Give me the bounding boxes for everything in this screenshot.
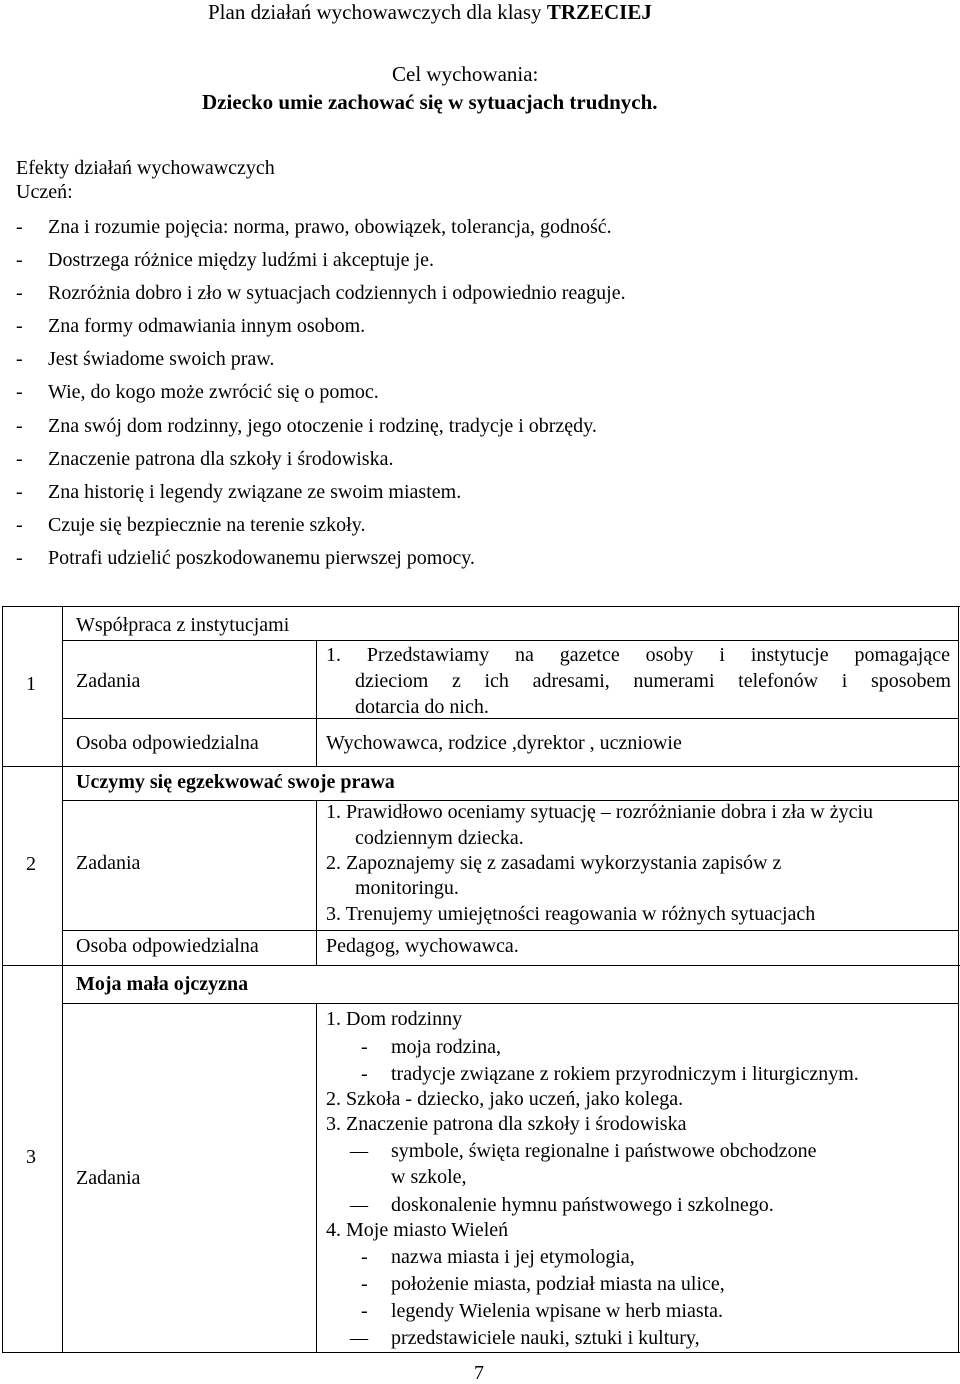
bullet-dash: – <box>350 1140 368 1162</box>
cel-label: Cel wychowania: <box>392 62 539 86</box>
row-topic: Współpraca z instytucjami <box>76 614 290 636</box>
dash: - <box>16 348 23 370</box>
row-topic: Uczymy się egzekwować swoje prawa <box>76 771 395 793</box>
list-item <box>16 316 365 336</box>
dash: - <box>16 381 23 403</box>
row-topic: Moja mała ojczyzna <box>76 973 249 995</box>
table-border-left <box>2 606 3 1353</box>
zadania-label: Zadania <box>76 852 141 874</box>
list-item-text: Potrafi udzielić poszkodowanemu pierwszej pomocy. <box>48 547 475 569</box>
table-column-divider <box>316 1003 317 1353</box>
list-item-text: Jest świadome swoich praw. <box>48 348 275 370</box>
list-item <box>16 349 274 369</box>
cel-text: Dziecko umie zachować się w sytuacjach trudnych. <box>202 90 658 114</box>
zadania-line: położenie miasta, podział miasta na ulice, <box>391 1273 725 1295</box>
zadania-line: monitoringu. <box>355 877 459 899</box>
list-item-text: Zna formy odmawiania innym osobom. <box>48 315 366 337</box>
table-row-divider <box>62 930 958 931</box>
list-item-text: Zna historię i legendy związane ze swoim miastem. <box>48 481 462 503</box>
zadania-line: 1. Dom rodzinny <box>326 1008 463 1030</box>
dash: - <box>16 216 23 238</box>
zadania-line: symbole, święta regionalne i państwowe obchodzone <box>391 1140 817 1162</box>
zadania-label: Zadania <box>76 1167 141 1189</box>
row-number: 3 <box>26 1146 36 1168</box>
zadania-line: nazwa miasta i jej etymologia, <box>391 1246 635 1268</box>
table-column-divider <box>316 640 317 766</box>
title-text: Plan działań wychowawczych dla klasy <box>208 0 547 24</box>
zadania-line: w szkole, <box>391 1166 467 1188</box>
dash: - <box>16 249 23 271</box>
table-row-divider <box>62 1003 958 1004</box>
osoba-label: Osoba odpowiedzialna <box>76 935 259 957</box>
list-item <box>16 449 393 469</box>
list-item <box>16 250 434 270</box>
dash: - <box>16 448 23 470</box>
list-item <box>16 217 612 237</box>
zadania-label: Zadania <box>76 670 141 692</box>
dash: - <box>16 514 23 536</box>
bullet-dash: – <box>350 1194 368 1216</box>
table-row-divider <box>62 640 958 641</box>
title-class-name: TRZECIEJ <box>546 0 652 24</box>
dash: - <box>16 415 23 437</box>
list-item <box>16 482 461 502</box>
list-item-text: Znaczenie patrona dla szkoły i środowiska. <box>48 448 394 470</box>
bullet-dash: - <box>361 1036 368 1058</box>
list-item-text: Dostrzega różnice między ludźmi i akceptuje je. <box>48 249 434 271</box>
zadania-line: 2. Szkoła - dziecko, jako uczeń, jako kolega. <box>326 1088 684 1110</box>
zadania-line: 3. Trenujemy umiejętności reagowania w różnych sytuacjach <box>326 903 816 925</box>
zadania-line: tradycje związane z rokiem przyrodniczym i liturgicznym. <box>391 1063 859 1085</box>
list-item <box>16 548 475 568</box>
table-row-divider <box>2 965 960 966</box>
efekty-heading: Efekty działań wychowawczych <box>16 157 275 179</box>
dash: - <box>16 315 23 337</box>
bullet-dash: - <box>361 1273 368 1295</box>
list-item-text: Czuje się bezpiecznie na terenie szkoły. <box>48 514 366 536</box>
list-item <box>16 283 626 303</box>
zadania-line: 2. Zapoznajemy się z zasadami wykorzystania zapisów z <box>326 852 782 874</box>
list-item-text: Wie, do kogo może zwrócić się o pomoc. <box>48 381 379 403</box>
list-item-text: Zna swój dom rodzinny, jego otoczenie i rodzinę, tradycje i obrzędy. <box>48 415 597 437</box>
bullet-dash: - <box>361 1063 368 1085</box>
zadania-line: doskonalenie hymnu państwowego i szkolnego. <box>391 1194 774 1216</box>
table-border-bottom <box>2 1352 960 1353</box>
zadania-line: 3. Znaczenie patrona dla szkoły i środowiska <box>326 1113 687 1135</box>
dash: - <box>16 282 23 304</box>
list-item-text: Rozróżnia dobro i zło w sytuacjach codziennych i odpowiednio reaguje. <box>48 282 626 304</box>
zadania-line: legendy Wielenia wpisane w herb miasta. <box>391 1300 724 1322</box>
table-border-right <box>958 606 959 1353</box>
row-number: 1 <box>26 673 36 695</box>
zadania-line: moja rodzina, <box>391 1036 501 1058</box>
osoba-value: Pedagog, wychowawca. <box>326 935 519 957</box>
bullet-dash: - <box>361 1246 368 1268</box>
dash: - <box>16 547 23 569</box>
zadania-line: 1. Przedstawiamy na gazetce osoby i instytucje pomagające <box>326 644 950 666</box>
bullet-dash: – <box>350 1327 368 1349</box>
page-number: 7 <box>474 1362 484 1384</box>
zadania-line: codziennym dziecka. <box>355 827 524 849</box>
dash: - <box>16 481 23 503</box>
row-number: 2 <box>26 853 36 875</box>
zadania-line: przedstawiciele nauki, sztuki i kultury, <box>391 1327 700 1349</box>
page-title <box>208 2 652 23</box>
bullet-dash: - <box>361 1300 368 1322</box>
osoba-label: Osoba odpowiedzialna <box>76 732 259 754</box>
zadania-line: dotarcia do nich. <box>355 696 489 718</box>
list-item <box>16 382 379 402</box>
zadania-line: 4. Moje miasto Wieleń <box>326 1219 509 1241</box>
zadania-line: 1. Prawidłowo oceniamy sytuację – rozróżnianie dobra i zła w życiu <box>326 801 874 823</box>
list-item <box>16 416 597 436</box>
list-item-text: Zna i rozumie pojęcia: norma, prawo, obowiązek, tolerancja, godność. <box>48 216 612 238</box>
osoba-value: Wychowawca, rodzice ,dyrektor , uczniowie <box>326 732 682 754</box>
table-row-divider <box>2 766 960 767</box>
table-border-top <box>2 606 960 607</box>
list-item <box>16 515 365 535</box>
uczen-label: Uczeń: <box>16 181 73 203</box>
table-column-divider <box>316 800 317 965</box>
table-row-divider <box>62 718 958 719</box>
zadania-line: dzieciom z ich adresami, numerami telefonów i sposobem <box>355 670 951 692</box>
